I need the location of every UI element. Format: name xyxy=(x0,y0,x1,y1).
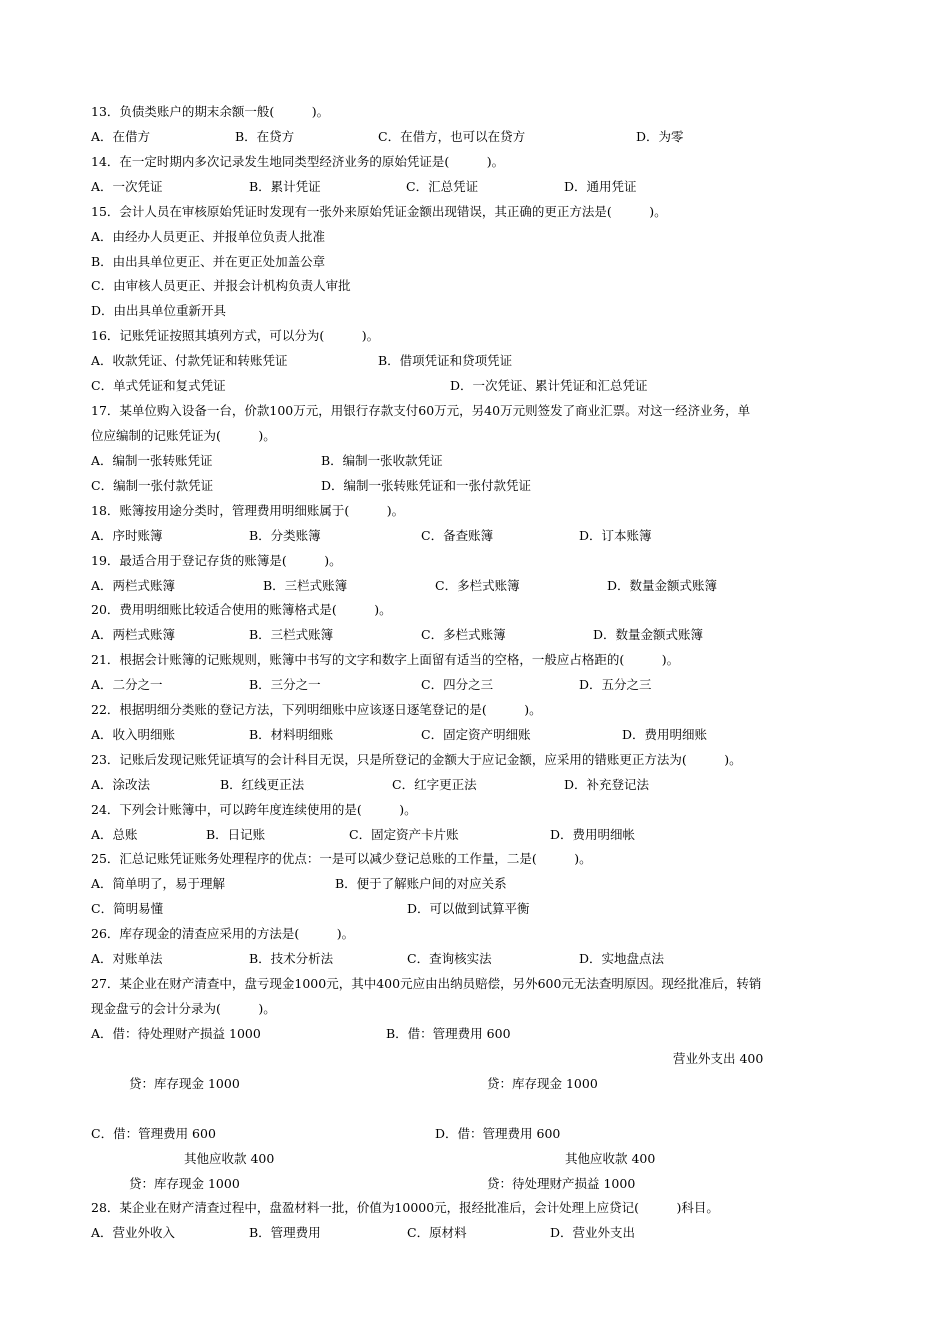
question-16-option-c: C．单式凭证和复式凭证 xyxy=(91,378,226,393)
question-25-option-b: B．便于了解账户间的对应关系 xyxy=(335,876,507,891)
question-17-option-a: A．编制一张转账凭证 xyxy=(91,453,213,468)
question-28-option-a: A．营业外收入 xyxy=(91,1225,176,1240)
question-27-option-c-line1: C．借：管理费用 600 xyxy=(91,1126,216,1141)
question-18-option-b: B．分类账簿 xyxy=(249,528,321,543)
question-14-stem: 14．在一定时期内多次记录发生地同类型经济业务的原始凭证是( )。 xyxy=(91,154,505,169)
question-23-option-b: B．红线更正法 xyxy=(220,777,305,792)
question-22-stem: 22．根据明细分类账的登记方法，下列明细账中应该逐日逐笔登记的是( )。 xyxy=(91,702,542,717)
question-19-stem: 19．最适合用于登记存货的账簿是( )。 xyxy=(91,553,342,568)
question-16-stem: 16．记账凭证按照其填列方式，可以分为( )。 xyxy=(91,328,380,343)
question-26-option-c: C．查询核实法 xyxy=(407,951,492,966)
question-27-option-a-line1: A．借：待处理财产损益 1000 xyxy=(91,1026,261,1041)
question-21-option-b: B．三分之一 xyxy=(249,677,321,692)
question-27-option-d-line2: 其他应收款 400 xyxy=(565,1151,656,1166)
question-15-stem: 15．会计人员在审核原始凭证时发现有一张外来原始凭证金额出现错误，其正确的更正方法是( )。 xyxy=(91,204,667,219)
question-13-option-d: D．为零 xyxy=(636,129,684,144)
question-17-option-d: D．编制一张转账凭证和一张付款凭证 xyxy=(321,478,532,493)
question-27-stem-line1: 27．某企业在财产清查中，盘亏现金1000元，其中400元应由出纳员赔偿，另外600元无法查明原因。现经批准后，转销 xyxy=(91,976,762,991)
question-15-option-c: C．由审核人员更正、并报会计机构负责人审批 xyxy=(91,278,351,293)
question-25-stem: 25．汇总记账凭证账务处理程序的优点：一是可以减少登记总账的工作量，二是( )。 xyxy=(91,851,592,866)
question-27-option-d-line3: 贷：待处理财产损益 1000 xyxy=(487,1176,636,1191)
question-27-option-a-line3: 贷：库存现金 1000 xyxy=(129,1076,240,1091)
question-24-option-c: C．固定资产卡片账 xyxy=(349,827,459,842)
question-22-option-c: C．固定资产明细账 xyxy=(421,727,531,742)
question-22-option-a: A．收入明细账 xyxy=(91,727,176,742)
question-28-option-d: D．营业外支出 xyxy=(550,1225,636,1240)
question-27-option-d-line1: D．借：管理费用 600 xyxy=(435,1126,561,1141)
question-26-option-b: B．技术分析法 xyxy=(249,951,334,966)
question-20-stem: 20．费用明细账比较适合使用的账簿格式是( )。 xyxy=(91,602,392,617)
question-28-option-c: C．原材料 xyxy=(407,1225,467,1240)
question-14-option-a: A．一次凭证 xyxy=(91,179,163,194)
question-16-option-a: A．收款凭证、付款凭证和转账凭证 xyxy=(91,353,288,368)
question-15-option-b: B．由出具单位更正、并在更正处加盖公章 xyxy=(91,254,326,269)
question-25-option-d: D．可以做到试算平衡 xyxy=(407,901,530,916)
question-18-option-a: A．序时账簿 xyxy=(91,528,163,543)
question-13-option-a: A．在借方 xyxy=(91,129,151,144)
question-19-option-d: D．数量金额式账簿 xyxy=(607,578,718,593)
question-23-option-a: A．涂改法 xyxy=(91,777,151,792)
question-15-option-d: D．由出具单位重新开具 xyxy=(91,303,227,318)
question-14-option-b: B．累计凭证 xyxy=(249,179,321,194)
question-21-stem: 21．根据会计账簿的记账规则，账簿中书写的文字和数字上面留有适当的空格，一般应占格距的( )。 xyxy=(91,652,680,667)
question-19-option-c: C．多栏式账簿 xyxy=(435,578,520,593)
question-18-stem: 18．账簿按用途分类时，管理费用明细账属于( )。 xyxy=(91,503,405,518)
question-17-stem-line1: 17．某单位购入设备一台，价款100万元，用银行存款支付60万元，另40万元则签发了商业汇票。对这一经济业务，单 xyxy=(91,403,751,418)
question-21-option-d: D．五分之三 xyxy=(579,677,652,692)
question-13-option-b: B．在贷方 xyxy=(235,129,295,144)
question-21-option-a: A．二分之一 xyxy=(91,677,163,692)
question-27-option-b-line1: B．借：管理费用 600 xyxy=(386,1026,511,1041)
question-26-option-d: D．实地盘点法 xyxy=(579,951,665,966)
question-20-option-b: B．三栏式账簿 xyxy=(249,627,334,642)
question-13-option-c: C．在借方，也可以在贷方 xyxy=(378,129,526,144)
question-24-option-b: B．日记账 xyxy=(206,827,266,842)
question-17-option-b: B．编制一张收款凭证 xyxy=(321,453,443,468)
question-21-option-c: C．四分之三 xyxy=(421,677,494,692)
question-27-option-c-line3: 贷：库存现金 1000 xyxy=(129,1176,240,1191)
question-26-option-a: A．对账单法 xyxy=(91,951,163,966)
question-22-option-b: B．材料明细账 xyxy=(249,727,334,742)
question-22-option-d: D．费用明细账 xyxy=(622,727,708,742)
question-17-option-c: C．编制一张付款凭证 xyxy=(91,478,214,493)
question-25-option-a: A．简单明了，易于理解 xyxy=(91,876,226,891)
question-18-option-c: C．备查账簿 xyxy=(421,528,494,543)
question-24-stem: 24．下列会计账簿中，可以跨年度连续使用的是( )。 xyxy=(91,802,417,817)
question-20-option-a: A．两栏式账簿 xyxy=(91,627,176,642)
question-27-option-b-line3: 贷：库存现金 1000 xyxy=(487,1076,598,1091)
question-23-option-d: D．补充登记法 xyxy=(564,777,650,792)
question-15-option-a: A．由经办人员更正、并报单位负责人批准 xyxy=(91,229,326,244)
question-14-option-d: D．通用凭证 xyxy=(564,179,637,194)
question-26-stem: 26．库存现金的清查应采用的方法是( )。 xyxy=(91,926,355,941)
question-24-option-a: A．总账 xyxy=(91,827,138,842)
question-28-option-b: B．管理费用 xyxy=(249,1225,321,1240)
question-14-option-c: C．汇总凭证 xyxy=(406,179,479,194)
question-16-option-b: B．借项凭证和贷项凭证 xyxy=(378,353,513,368)
question-16-option-d: D．一次凭证、累计凭证和汇总凭证 xyxy=(450,378,648,393)
question-24-option-d: D．费用明细帐 xyxy=(550,827,636,842)
question-23-stem: 23．记账后发现记账凭证填写的会计科目无误，只是所登记的金额大于应记金额，应采用的错账更正方法为( )。 xyxy=(91,752,742,767)
question-27-stem-line2: 现金盘亏的会计分录为( )。 xyxy=(91,1001,276,1016)
question-18-option-d: D．订本账簿 xyxy=(579,528,652,543)
question-27-option-b-line2: 营业外支出 400 xyxy=(673,1051,764,1066)
question-23-option-c: C．红字更正法 xyxy=(392,777,477,792)
question-20-option-c: C．多栏式账簿 xyxy=(421,627,506,642)
question-27-option-c-line2: 其他应收款 400 xyxy=(184,1151,275,1166)
question-19-option-b: B．三栏式账簿 xyxy=(263,578,348,593)
question-13-stem: 13．负债类账户的期末余额一般( )。 xyxy=(91,104,330,119)
question-20-option-d: D．数量金额式账簿 xyxy=(593,627,704,642)
question-17-stem-line2: 位应编制的记账凭证为( )。 xyxy=(91,428,276,443)
question-28-stem: 28．某企业在财产清查过程中，盘盈材料一批，价值为10000元，报经批准后，会计处理上应贷记( )科目。 xyxy=(91,1200,719,1215)
question-19-option-a: A．两栏式账簿 xyxy=(91,578,176,593)
question-25-option-c: C．简明易懂 xyxy=(91,901,164,916)
